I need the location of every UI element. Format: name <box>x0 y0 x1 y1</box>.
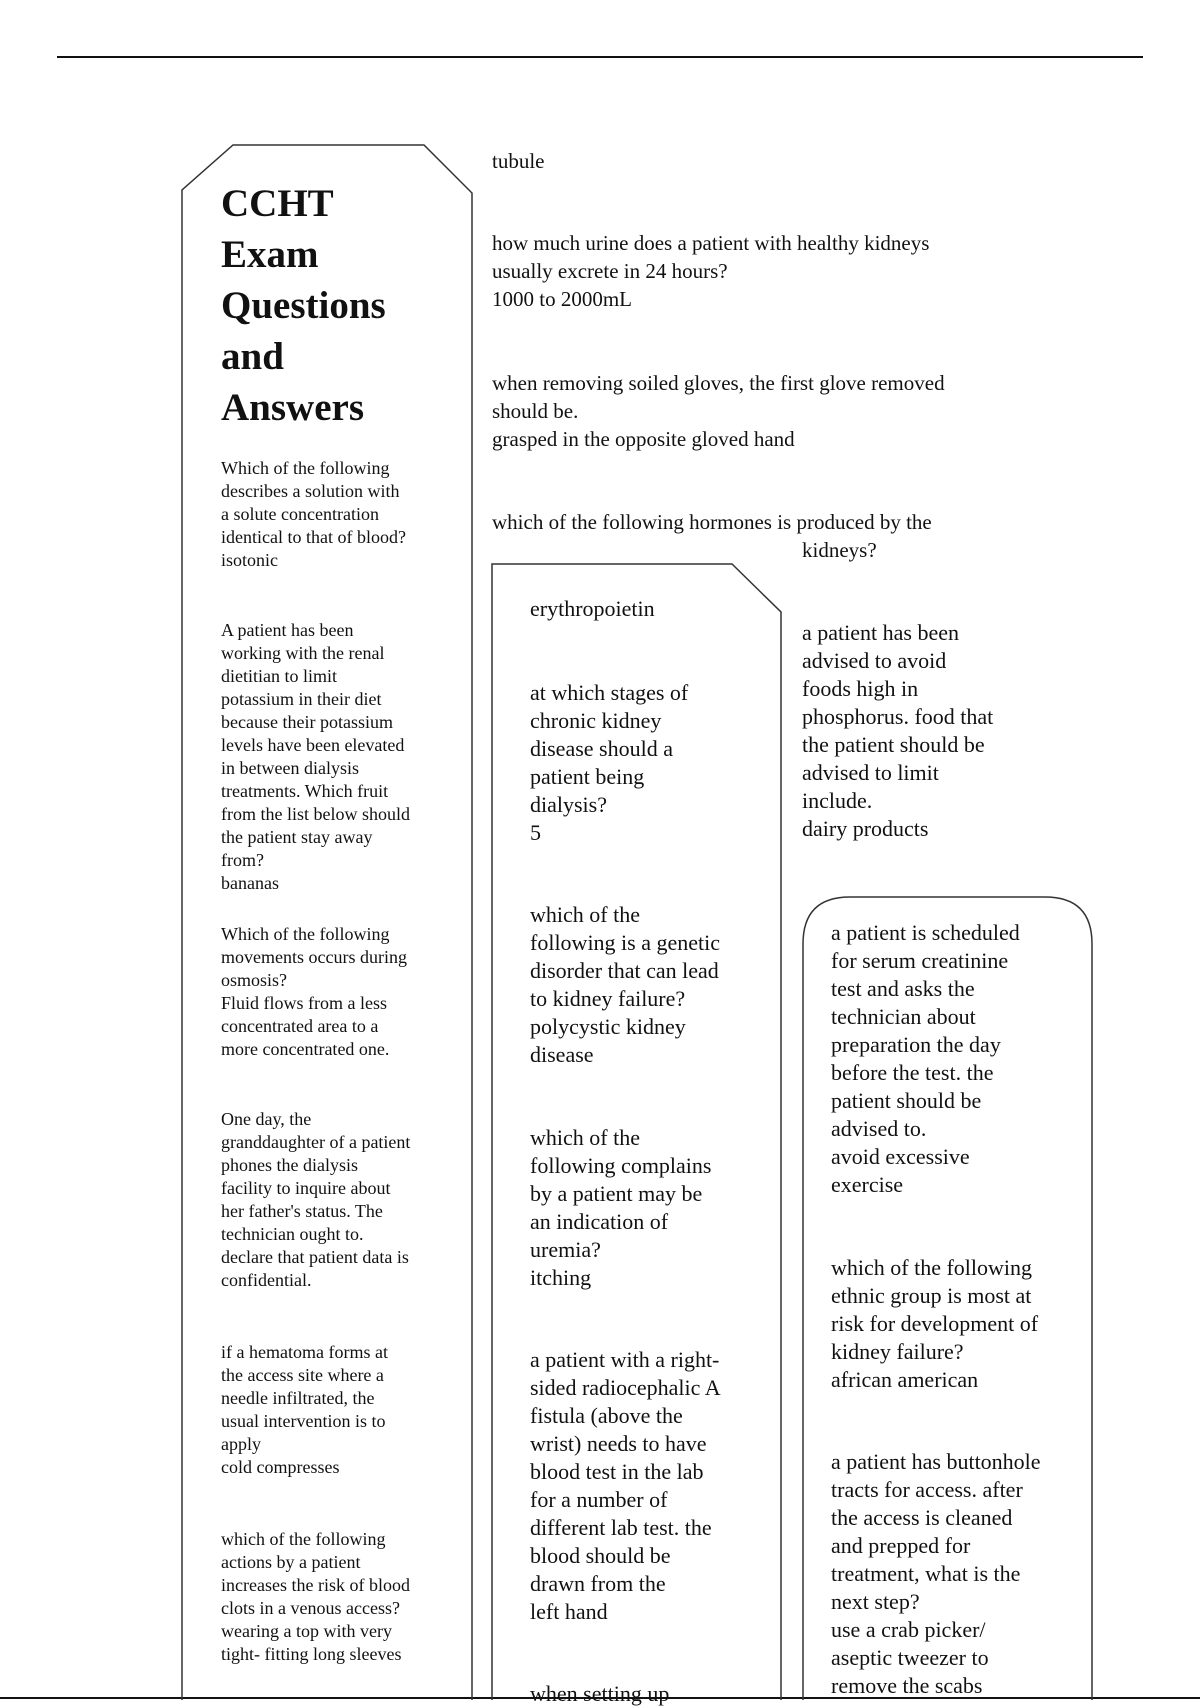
right-box-qa-3: a patient has buttonhole tracts for access. after the access is cleaned and prepped for treatment, what is the next step? use a crab picker/ aseptic tweezer to remove the scabs <box>831 1449 1041 1698</box>
left-qa-5: if a hematoma forms at the access site where a needle infiltrated, the usual intervention is to apply cold compresses <box>221 1342 388 1477</box>
top-qa-4-question: which of the following hormones is produced by the <box>492 510 932 534</box>
middle-qa-4: which of the following complains by a patient may be an indication of uremia? itching <box>530 1125 712 1290</box>
top-qa-4-question-end: kidneys? <box>802 538 877 562</box>
middle-qa-6: when setting up <box>530 1681 670 1706</box>
right-qa-1: a patient has been advised to avoid foods high in phosphorus. food that the patient should be advised to limit include. dairy products <box>802 620 994 841</box>
top-qa-3: when removing soiled gloves, the first glove removed should be. grasped in the opposite gloved hand <box>492 371 945 451</box>
left-qa-4: One day, the granddaughter of a patient phones the dialysis facility to inquire about her father's status. The technician ought to. declare that patient data is confidential. <box>221 1109 411 1290</box>
left-qa-2: A patient has been working with the renal dietitian to limit potassium in their diet because their potassium levels have been elevated in between dialysis treatments. Which fruit from the list below should the patient stay away from? bananas <box>221 620 410 893</box>
top-qa-2: how much urine does a patient with healthy kidneys usually excrete in 24 hours? 1000 to 2000mL <box>492 231 930 311</box>
top-qa-1: tubule <box>492 149 545 173</box>
middle-qa-3: which of the following is a genetic disorder that can lead to kidney failure? polycystic kidney disease <box>530 902 721 1067</box>
left-qa-1: Which of the following describes a solution with a solute concentration identical to that of blood? isotonic <box>221 458 406 570</box>
middle-qa-5: a patient with a right- sided radiocephalic A fistula (above the wrist) needs to have blood test in the lab for a number of different lab test. the blood should be drawn from the left hand <box>530 1347 721 1624</box>
document-title: CCHT Exam Questions and Answers <box>221 182 386 429</box>
left-qa-3: Which of the following movements occurs during osmosis? Fluid flows from a less concentrated area to a more concentrated one. <box>221 924 407 1059</box>
middle-qa-2: at which stages of chronic kidney disease should a patient being dialysis? 5 <box>530 680 689 845</box>
left-qa-6: which of the following actions by a patient increases the risk of blood clots in a venous access? wearing a top with very tight- fitting long sleeves <box>221 1529 410 1664</box>
right-box-qa-1: a patient is scheduled for serum creatinine test and asks the technician about preparation the day before the test. the patient should be advised to. avoid excessive exercise <box>831 920 1020 1197</box>
middle-qa-1: erythropoietin <box>530 596 655 621</box>
right-box-qa-2: which of the following ethnic group is most at risk for development of kidney failure? african american <box>831 1255 1039 1392</box>
